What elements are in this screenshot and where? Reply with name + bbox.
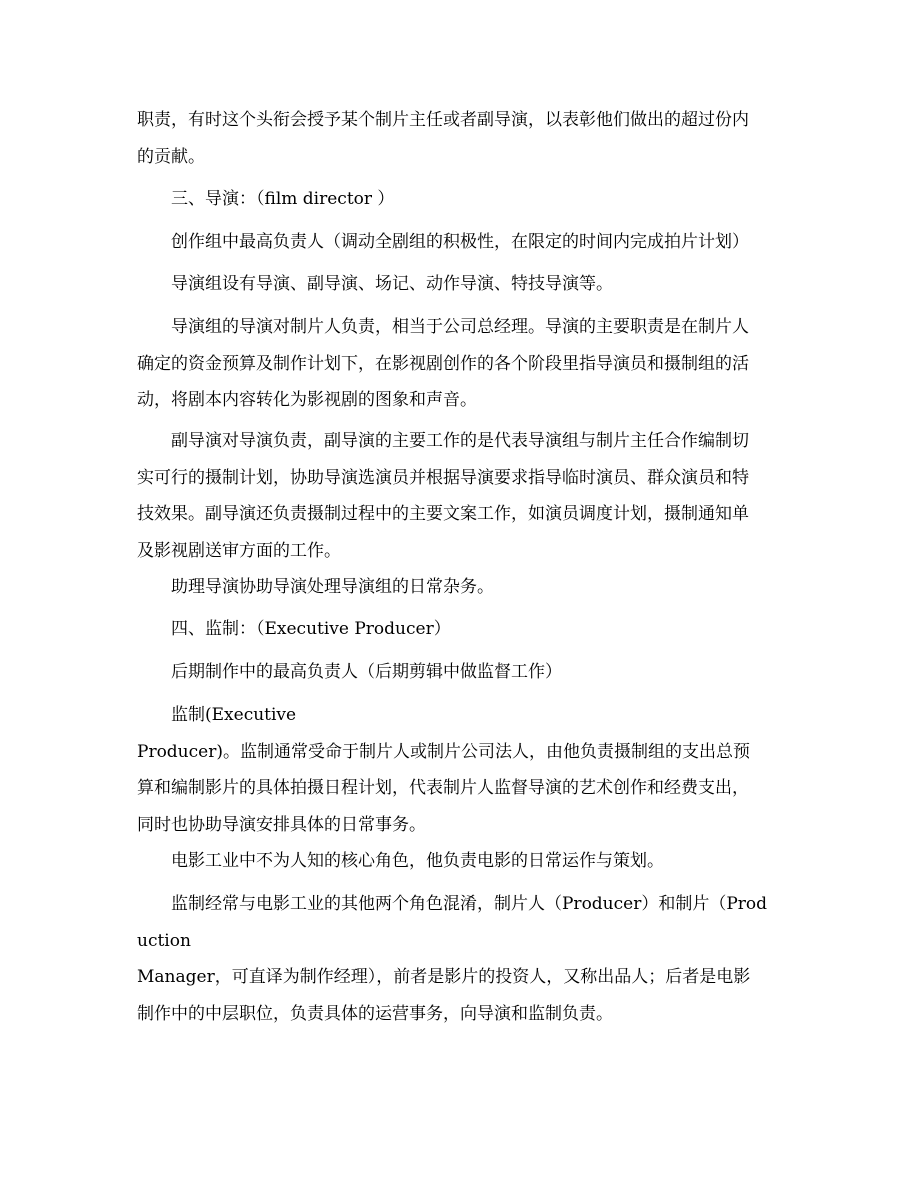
text-line: 三、导演：（film director ） [171,189,395,209]
text-line: 导演组的导演对制片人负责，相当于公司总经理。导演的主要职责是在制片人 [171,317,749,337]
paragraph-responsibility-continued [137,102,787,175]
text-line: 实可行的摄制计划，协助导演选演员并根据导演要求指导临时演员、群众演员和特 [137,467,749,488]
paragraph-director-team [137,266,787,303]
text-line: 制作中的中层职位，负责具体的运营事务，向导演和监制负责。 [137,1003,613,1024]
text-line: 的贡献。 [137,146,205,167]
paragraph-director-summary [137,224,787,261]
paragraph-executive-summary [137,654,787,691]
text-line: 后期制作中的最高负责人（后期剪辑中做监督工作） [171,662,562,682]
text-line: 导演组设有导演、副导演、场记、动作导演、特技导演等。 [171,274,613,294]
paragraph-executive-duties [137,697,787,843]
text-line: 及影视剧送审方面的工作。 [137,540,341,561]
text-line: 副导演对导演负责，副导演的主要工作的是代表导演组与制片主任合作编制切 [171,431,749,451]
text-line: 创作组中最高负责人（调动全剧组的积极性，在限定的时间内完成拍片计划） [171,232,749,252]
text-line: 助理导演协助导演处理导演组的日常杂务。 [171,577,494,597]
text-line: 监制(Executive [171,705,297,725]
paragraph-director-duties [137,309,787,419]
text-line: 监制经常与电影工业的其他两个角色混淆，制片人（Producer）和制片（Prod [171,894,768,914]
text-line: uction [137,930,191,951]
text-line: 技效果。副导演还负责摄制过程中的主要文案工作，如演员调度计划，摄制通知单 [137,504,749,524]
heading-executive-producer [137,611,787,648]
text-line: 同时也协助导演安排具体的日常事务。 [137,814,426,835]
text-line: 职责，有时这个头衔会授予某个制片主任或者副导演，以表彰他们做出的超过份内 [137,110,749,130]
paragraph-assistant-director [137,423,787,569]
text-line: 四、监制：（Executive Producer） [171,619,451,639]
paragraph-role-confusion [137,886,787,1032]
heading-director [137,181,787,218]
text-line: Manager，可直译为制作经理），前者是影片的投资人，又称出品人；后者是电影 [137,967,751,987]
text-line: 算和编制影片的具体拍摄日程计划，代表制片人监督导演的艺术创作和经费支出， [137,778,749,798]
paragraph-core-role [137,843,787,880]
text-line: 动，将剧本内容转化为影视剧的图象和声音。 [137,390,477,410]
text-line: 电影工业中不为人知的核心角色，他负责电影的日常运作与策划。 [171,851,664,871]
text-line: Producer)。监制通常受命于制片人或制片公司法人，由他负责摄制组的支出总预 [137,741,750,762]
text-line: 确定的资金预算及制作计划下，在影视剧创作的各个阶段里指导演员和摄制组的活 [137,353,749,374]
paragraph-assistant-duties [137,569,787,606]
